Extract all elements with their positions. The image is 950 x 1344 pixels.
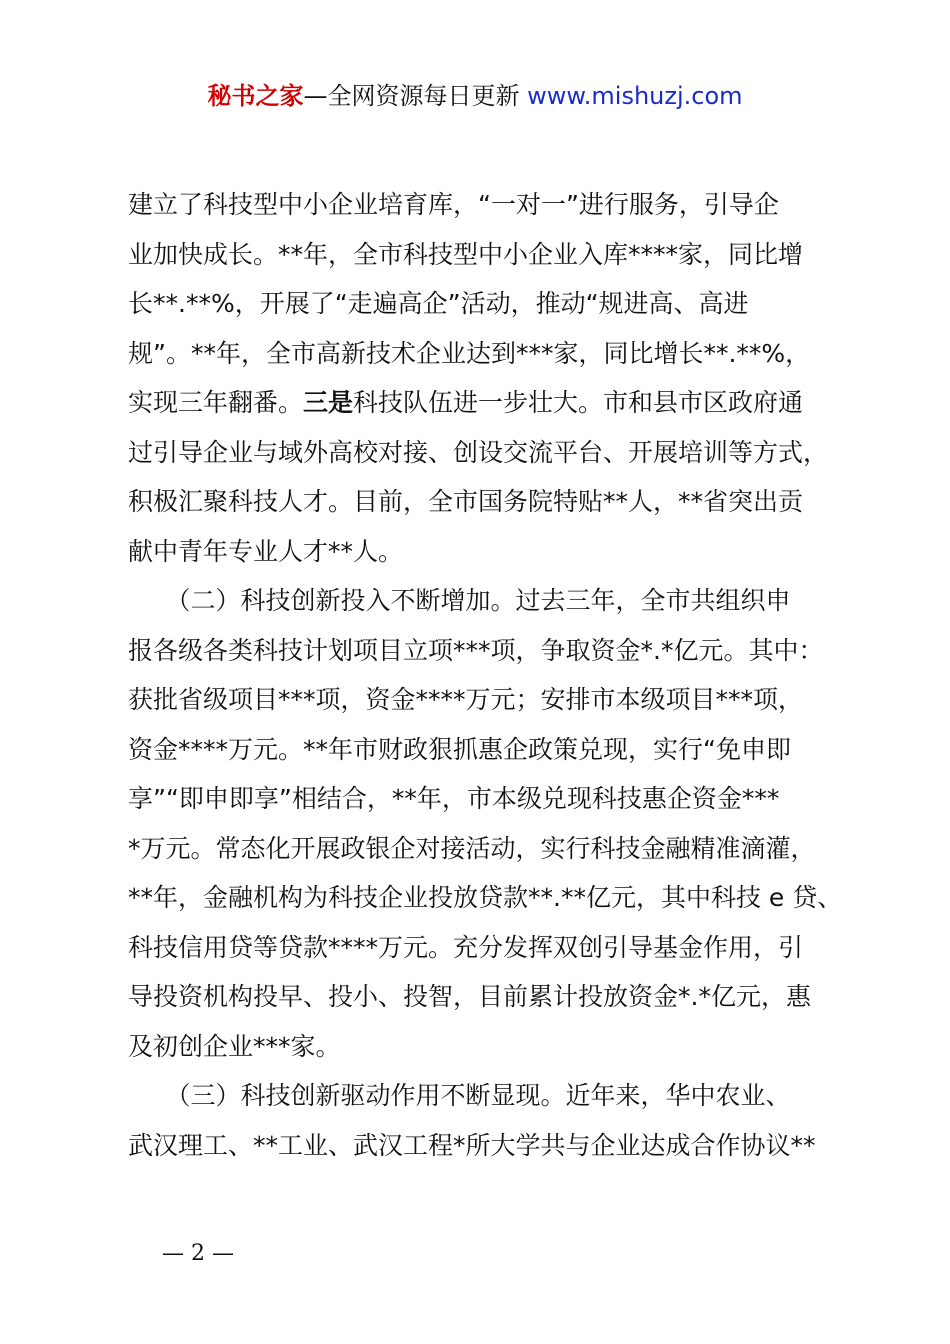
body-line: 导投资机构投早、投小、投智，目前累计投放资金*.*亿元，惠	[128, 982, 811, 1011]
body-line: 积极汇聚科技人才。目前，全市国务院特贴**人，**省突出贡	[128, 487, 804, 516]
body-line: 科技信用贷等贷款****万元。充分发挥双创引导基金作用，引	[128, 932, 804, 962]
brand-name: 秘书之家	[207, 82, 304, 110]
body-line: *万元。常态化开展政银企对接活动，实行科技金融精准滴灌，	[128, 833, 816, 863]
body-line	[128, 378, 828, 428]
body-line: 资金****万元。**年市财政狠抓惠企政策兑现，实行“免申即	[128, 734, 791, 764]
body-line: 业加快成长。**年，全市科技型中小企业入库****家，同比增	[128, 239, 804, 269]
body-line: 规”。**年，全市高新技术企业达到***家，同比增长**.**%，	[128, 338, 811, 368]
body-line: 及初创企业***家。	[128, 1031, 341, 1061]
body-line: 报各级各类科技计划项目立项***项，争取资金*.*亿元。其中：	[128, 635, 824, 665]
banner-tagline: —全网资源每日更新	[303, 82, 528, 110]
body-line: 过引导企业与域外高校对接、创设交流平台、开展培训等方式，	[128, 437, 829, 467]
body-line: 献中青年专业人才**人。	[128, 536, 404, 566]
site-banner	[0, 80, 950, 112]
body-line: 获批省级项目***项，资金****万元；安排市本级项目***项，	[128, 685, 804, 714]
document-body	[128, 180, 843, 1170]
body-line: **年，金融机构为科技企业投放贷款**.**亿元，其中科技 e 贷、	[128, 883, 843, 912]
site-url[interactable]: www.mishuzj.com	[527, 82, 743, 110]
body-line: 武汉理工、**工业、武汉工程*所大学共与企业达成合作协议**	[128, 1130, 816, 1160]
body-line: （三）科技创新驱动作用不断显现。近年来，华中农业、	[128, 1081, 791, 1110]
body-line: （二）科技创新投入不断增加。过去三年，全市共组织申	[128, 586, 791, 615]
emphasis-text: 三是	[303, 388, 354, 417]
body-line-segment: 科技队伍进一步壮大。市和县市区政府通	[353, 388, 804, 417]
body-line-segment: 实现三年翻番。	[128, 388, 304, 417]
body-line: 长**.**%，开展了“走遍高企”活动，推动“规进高、高进	[128, 289, 749, 318]
body-line: 建立了科技型中小企业培育库，“一对一”进行服务，引导企	[128, 190, 779, 219]
body-line: 享”“即申即享”相结合，**年，市本级兑现科技惠企资金***	[128, 784, 780, 813]
page-number: — 2 —	[162, 1241, 234, 1266]
